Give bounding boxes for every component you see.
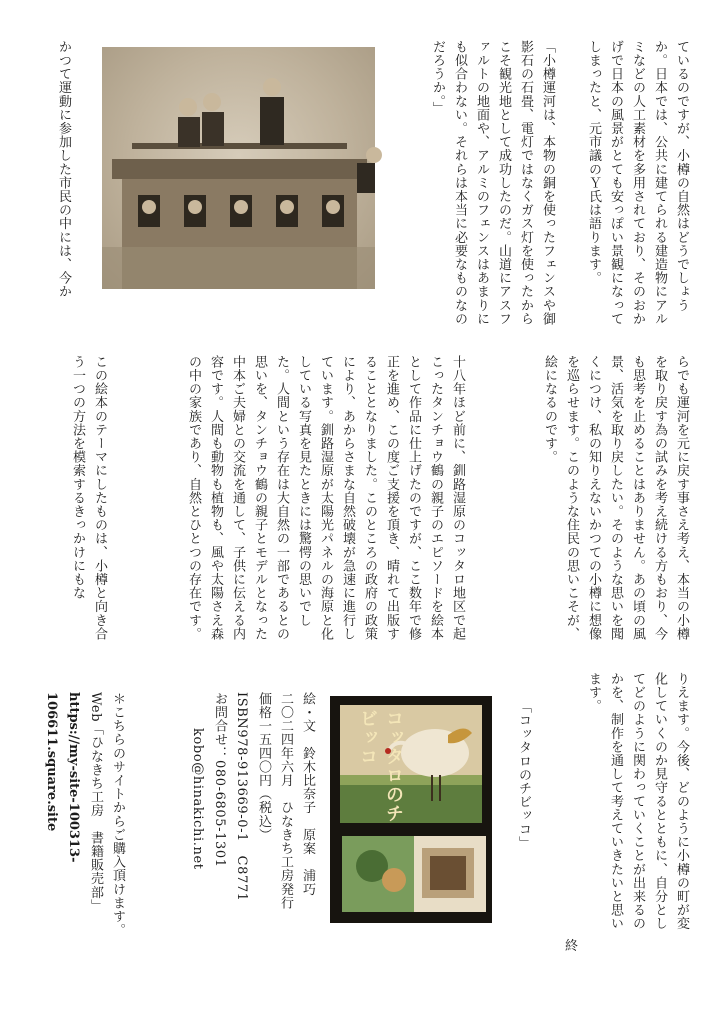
book-published: 二〇二四年六月 ひなきち工房発行 bbox=[278, 692, 293, 910]
book-photo bbox=[330, 696, 492, 923]
article-quote bbox=[398, 40, 558, 330]
book-caption: 「コッタロのチビッコ」 bbox=[516, 700, 531, 850]
book-isbn: ISBN978-913669-0-1 C8771 bbox=[234, 692, 249, 902]
book-author: 絵・文 鈴木比奈子 原案 浦巧 bbox=[300, 692, 315, 896]
article-col-left-top bbox=[44, 40, 74, 330]
article-text: ているのですが、小樽の自然はどうでしょうか。日本では、公共に建てられる建造物にアルミなどの人工素材を多用されており、そのおかげで日本の風景がとても安っぽい景観になってしまったと、元市議のＹ氏は語ります。 bbox=[586, 40, 689, 326]
purchase-web: Web「ひなきち工房 書籍販売部」 bbox=[88, 692, 103, 913]
article-col-left-mid bbox=[50, 355, 110, 650]
book-cover bbox=[340, 705, 482, 823]
children-on-boat-illustration bbox=[102, 47, 375, 289]
end-mark: 終 bbox=[565, 939, 579, 954]
book-open-spread bbox=[342, 836, 486, 912]
historical-photo bbox=[102, 47, 375, 289]
book-info bbox=[178, 692, 318, 962]
article-text: りえます。今後、どのように小樽の町が変化していくのか見守るとともに、自分としてどのように関わっていくことが出来るのかを、制作を通して考えていきたいと思います。 bbox=[586, 672, 689, 931]
purchase-url-link[interactable]: https://my-site-100313-106611.square.site bbox=[44, 692, 81, 863]
article-col-mid-mid bbox=[138, 355, 468, 650]
article-text: この絵本のテーマにしたものは、小樽と向き合う一つの方法を模索するきっかけにもな bbox=[70, 355, 107, 641]
article-text: かつて運動に参加した市民の中には、今か bbox=[56, 40, 71, 299]
article-col-right-mid bbox=[508, 355, 692, 650]
quote-text: 「小樽運河は、本物の銅を使ったフェンスや御影石の石畳、電灯ではなくガス灯を使ったからこそ観光地として成功したのだ。山道にアスファルトの地面や、アルミのフェンスはあまりにも似合わない。それらは本当に必要なものなのだろうか。」 bbox=[430, 40, 555, 326]
article-col-right-bottom bbox=[586, 672, 692, 942]
article-text: らでも運河を元に戻す事さえ考え、本当の小樽を取り戻す為の試みを考え続ける方もおり、今も思考を止めることはありません。あの頃の風景、活気を取り戻したい。そのような思いを聞くにつけ、私の知りえないかつての小樽に想像を巡らせます。このような住民の思いこそが、絵になるのです。 bbox=[542, 355, 689, 641]
book-cover-title: コッタロのチビッコ bbox=[357, 709, 404, 823]
article-col-right-top bbox=[566, 40, 692, 330]
book-contact: お問合せ：080-6805-1301 bbox=[212, 692, 227, 868]
book-email: kobo@hinakichi.net bbox=[190, 728, 205, 870]
purchase-info bbox=[44, 692, 128, 982]
article-text: 十八年ほど前に、釧路湿原のコッタロ地区で起こったタンチョウ鶴の親子のエピソードを絵本として作品に仕上げたのですが、ここ数年で修正を進め、この度ご支援を頂き、晴れて出版することとなりました。このところの政府の政策により、あからさまな自然破壊が急速に進行しています。釧路湿原が太陽光パネルの海原と化している写真を見たときには驚愕の思いでした。人間という存在は大自然の一部であるとの思いを、タンチョウ鶴の親子とモデルとなった中本ご夫婦との交流を通して、子供に伝える内容です。人間も動物も植物も、風や太陽さえ森の中の家族であり、自然とひとつの存在です。 bbox=[186, 355, 465, 641]
book-price: 価格一五四〇円（税込） bbox=[256, 692, 271, 842]
purchase-note: ＊こちらのサイトからご購入頂けます。 bbox=[110, 692, 125, 937]
spread-illustration bbox=[342, 836, 486, 912]
